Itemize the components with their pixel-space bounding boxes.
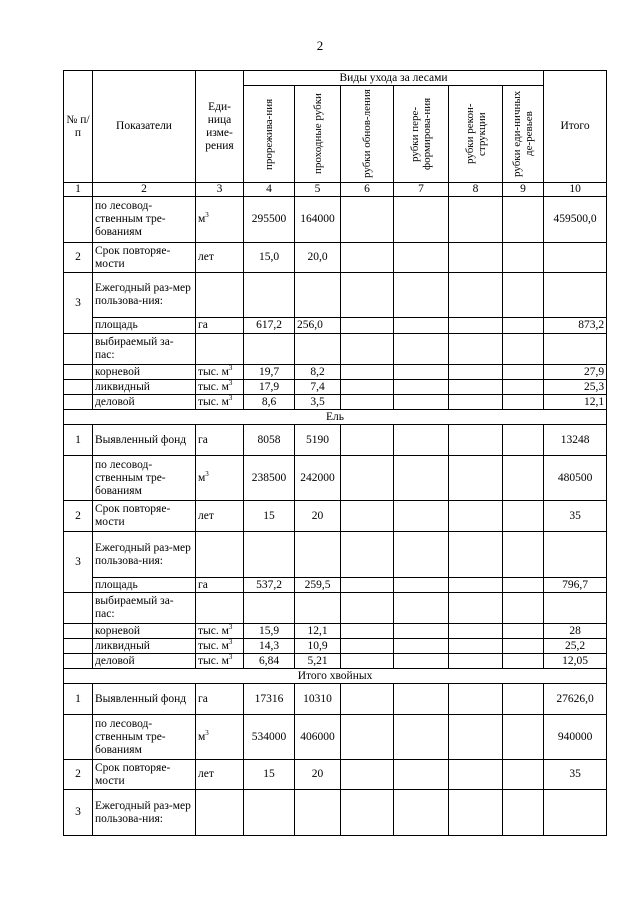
value-cell: 406000 xyxy=(295,715,341,760)
unit-cell: га xyxy=(196,318,244,334)
header-kind-thinning: прорежива-ния xyxy=(244,86,295,183)
table-row xyxy=(64,684,607,715)
row-label: выбираемый за-пас: xyxy=(93,593,196,624)
value-cell: 534000 xyxy=(244,715,295,760)
table-row xyxy=(64,654,607,669)
unit-cell: $м^3$ xyxy=(196,456,244,501)
row-number: 2 xyxy=(64,760,93,790)
table-row xyxy=(64,578,607,593)
col-number: 3 xyxy=(196,183,244,197)
total-cell: 940000 xyxy=(544,715,607,760)
header-kind-renewal: рубки обнов-ления xyxy=(341,86,394,183)
table-row xyxy=(64,395,607,410)
total-cell: 873,2 xyxy=(544,318,607,334)
row-label: деловой xyxy=(93,654,196,669)
col-number: 10 xyxy=(544,183,607,197)
row-label: по лесовод-ственным тре-бованиям xyxy=(93,715,196,760)
total-cell: 12,05 xyxy=(544,654,607,669)
row-label: ликвидный xyxy=(93,380,196,395)
table-row xyxy=(64,380,607,395)
total-cell: 13248 xyxy=(544,425,607,456)
unit-cell: тыс. $м^3$ xyxy=(196,654,244,669)
total-cell: 12,1 xyxy=(544,395,607,410)
total-cell: 35 xyxy=(544,760,607,790)
table-row xyxy=(64,790,607,836)
row-number: 1 xyxy=(64,425,93,456)
value-cell: 8,6 xyxy=(244,395,295,410)
value-cell: 10,9 xyxy=(295,639,341,654)
value-cell: 20,0 xyxy=(295,243,341,273)
header-total: Итого xyxy=(544,71,607,183)
total-cell: 28 xyxy=(544,624,607,639)
header-num: № п/п xyxy=(64,71,93,183)
total-cell: 480500 xyxy=(544,456,607,501)
forest-care-table xyxy=(63,70,607,836)
unit-cell: тыс. $м^3$ xyxy=(196,365,244,380)
row-label: Срок повторяе-мости xyxy=(93,760,196,790)
value-cell: 259,5 xyxy=(295,578,341,593)
row-label: площадь xyxy=(93,318,196,334)
table-row xyxy=(64,501,607,532)
header-kind-single-trees: рубки еди-ничных де-ревьев xyxy=(503,86,544,183)
unit-cell: тыс. $м^3$ xyxy=(196,624,244,639)
total-cell: 27626,0 xyxy=(544,684,607,715)
row-label: площадь xyxy=(93,578,196,593)
unit-cell: тыс. $м^3$ xyxy=(196,639,244,654)
unit-cell: га xyxy=(196,578,244,593)
col-number: 5 xyxy=(295,183,341,197)
col-number: 6 xyxy=(341,183,394,197)
col-number: 1 xyxy=(64,183,93,197)
table-row xyxy=(64,760,607,790)
row-label: корневой xyxy=(93,365,196,380)
value-cell: 12,1 xyxy=(295,624,341,639)
total-cell: 25,3 xyxy=(544,380,607,395)
unit-cell: лет xyxy=(196,760,244,790)
col-number: 7 xyxy=(394,183,449,197)
header-kind-reformation: рубки пере-формирова-ния xyxy=(394,86,449,183)
value-cell: 238500 xyxy=(244,456,295,501)
row-label: деловой xyxy=(93,395,196,410)
col-number: 8 xyxy=(449,183,503,197)
table-row xyxy=(64,334,607,365)
row-label: Выявленный фонд xyxy=(93,425,196,456)
table-row xyxy=(64,425,607,456)
value-cell: 20 xyxy=(295,760,341,790)
unit-cell: $м^3$ xyxy=(196,197,244,243)
section-header-spruce xyxy=(64,410,607,425)
header-indicators: Показатели xyxy=(93,71,196,183)
unit-cell: тыс. $м^3$ xyxy=(196,380,244,395)
value-cell: 10310 xyxy=(295,684,341,715)
unit-cell: лет xyxy=(196,243,244,273)
value-cell: 15 xyxy=(244,501,295,532)
value-cell: 8,2 xyxy=(295,365,341,380)
total-cell: 27,9 xyxy=(544,365,607,380)
total-cell: 35 xyxy=(544,501,607,532)
value-cell: 20 xyxy=(295,501,341,532)
section-header-total-conifers xyxy=(64,669,607,684)
row-number: 3 xyxy=(64,273,93,334)
header-kind-reconstruction: рубки рекон-струкции xyxy=(449,86,503,183)
value-cell: 164000 xyxy=(295,197,341,243)
value-cell: 19,7 xyxy=(244,365,295,380)
value-cell: 6,84 xyxy=(244,654,295,669)
row-number: 3 xyxy=(64,790,93,836)
row-label: выбираемый за-пас: xyxy=(93,334,196,365)
value-cell: 15,0 xyxy=(244,243,295,273)
column-numbers-row xyxy=(64,183,607,197)
total-cell: 796,7 xyxy=(544,578,607,593)
unit-cell: тыс. $м^3$ xyxy=(196,395,244,410)
row-number: 3 xyxy=(64,532,93,593)
table-row xyxy=(64,532,607,578)
section-title: Ель xyxy=(64,410,607,425)
value-cell: 617,2 xyxy=(244,318,295,334)
section-title: Итого хвойных xyxy=(64,669,607,684)
row-label: ликвидный xyxy=(93,639,196,654)
row-number: 1 xyxy=(64,684,93,715)
unit-cell: га xyxy=(196,684,244,715)
table-row xyxy=(64,593,607,624)
value-cell: 15 xyxy=(244,760,295,790)
row-label: корневой xyxy=(93,624,196,639)
value-cell: 242000 xyxy=(295,456,341,501)
value-cell: 8058 xyxy=(244,425,295,456)
table-row xyxy=(64,243,607,273)
col-number: 4 xyxy=(244,183,295,197)
value-cell: 7,4 xyxy=(295,380,341,395)
row-label: Ежегодный раз-мер пользова-ния: xyxy=(93,273,196,318)
table-row xyxy=(64,365,607,380)
header-unit: Еди-ница изме-рения xyxy=(196,71,244,183)
page-number: 2 xyxy=(316,38,324,53)
row-number: 2 xyxy=(64,243,93,273)
col-number: 9 xyxy=(503,183,544,197)
value-cell: 295500 xyxy=(244,197,295,243)
row-label: Выявленный фонд xyxy=(93,684,196,715)
row-label: Ежегодный раз-мер пользова-ния: xyxy=(93,532,196,578)
row-label: по лесовод-ственным тре-бованиям xyxy=(93,197,196,243)
unit-cell: га xyxy=(196,425,244,456)
value-cell: 256,0 xyxy=(295,318,341,334)
header-kind-passage: проходные рубки xyxy=(295,86,341,183)
unit-cell: лет xyxy=(196,501,244,532)
table-row xyxy=(64,318,607,334)
value-cell: 3,5 xyxy=(295,395,341,410)
table-row xyxy=(64,197,607,243)
unit-cell: $м^3$ xyxy=(196,715,244,760)
value-cell: 17316 xyxy=(244,684,295,715)
value-cell: 5,21 xyxy=(295,654,341,669)
total-cell: 459500,0 xyxy=(544,197,607,243)
row-label: Срок повторяе-мости xyxy=(93,501,196,532)
table-row xyxy=(64,456,607,501)
table-row xyxy=(64,273,607,318)
table-row xyxy=(64,639,607,654)
value-cell: 15,9 xyxy=(244,624,295,639)
value-cell: 17,9 xyxy=(244,380,295,395)
value-cell: 537,2 xyxy=(244,578,295,593)
row-number: 2 xyxy=(64,501,93,532)
row-label: Срок повторяе-мости xyxy=(93,243,196,273)
value-cell: 14,3 xyxy=(244,639,295,654)
table-row xyxy=(64,624,607,639)
row-label: по лесовод-ственным тре-бованиям xyxy=(93,456,196,501)
value-cell: 5190 xyxy=(295,425,341,456)
row-label: Ежегодный раз-мер пользова-ния: xyxy=(93,790,196,836)
table-row xyxy=(64,715,607,760)
total-cell: 25,2 xyxy=(544,639,607,654)
col-number: 2 xyxy=(93,183,196,197)
header-care-types: Виды ухода за лесами xyxy=(244,71,544,86)
